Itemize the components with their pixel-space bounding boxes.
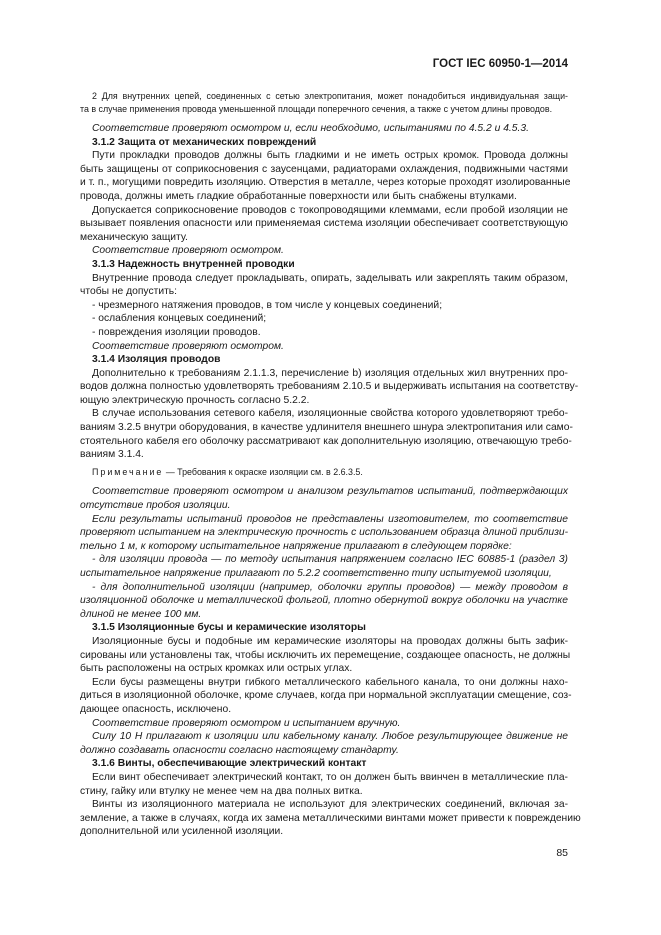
text-line: Соответствие проверяют осмотром и испытанием вручную. xyxy=(92,717,401,729)
text-line: та в случае применения провода уменьшенной площади поперечного сечения, а также с учетом длины проводов. xyxy=(80,104,553,114)
document-header: ГОСТ IEC 60950-1—2014 xyxy=(432,58,568,70)
text-line: - повреждения изоляции проводов. xyxy=(92,326,261,338)
text-line: Пути прокладки проводов должны быть гладкими и не иметь острых кромок. Провода должны xyxy=(92,150,568,162)
text-line: стоятельного кабеля его оболочку рассматривают как дополнительную изоляцию, отвечающую требо- xyxy=(80,435,572,447)
paragraph xyxy=(80,717,568,731)
text-line: Если результаты испытаний проводов не представлены изготовителем, то соответствие xyxy=(92,513,568,525)
paragraph xyxy=(80,299,568,313)
paragraph xyxy=(80,581,568,622)
text-line: сированы или установлены так, чтобы исключить их перемещение, создающее опасность, не должны xyxy=(80,649,571,661)
note-remark xyxy=(80,466,568,480)
paragraph xyxy=(80,553,568,580)
text-line: быть расположены на острых кромках или острых углах. xyxy=(80,663,353,675)
paragraph xyxy=(80,90,568,116)
text-line: ваниям 3.1.4. xyxy=(80,449,144,461)
paragraph xyxy=(80,244,568,258)
text-line: Соответствие проверяют осмотром и, если необходимо, испытаниями по 4.5.2 и 4.5.3. xyxy=(92,123,529,134)
text-line: ющую электрическую прочность согласно 5.2.2. xyxy=(80,394,310,406)
section-heading xyxy=(80,621,568,635)
paragraph xyxy=(80,312,568,326)
text-line: 3.1.4 Изоляция проводов xyxy=(92,354,221,366)
text-line: Силу 10 Н прилагают к изоляции или кабельному каналу. Любое результирующее движение не xyxy=(92,731,568,743)
section-heading xyxy=(80,258,568,272)
text-line: длиной не менее 100 мм. xyxy=(80,608,202,620)
text-line: Изоляционные бусы и подобные им керамические изоляторы на проводах должны быть зафик- xyxy=(92,635,568,647)
paragraph xyxy=(80,149,571,203)
paragraph xyxy=(80,367,579,408)
text-line: дополнительной или усиленной изоляции. xyxy=(80,826,284,838)
paragraph xyxy=(80,326,568,340)
paragraph xyxy=(80,407,573,461)
text-line: В случае использования сетевого кабеля, изоляционные свойства которого удовлетворяют требо- xyxy=(92,408,568,420)
text-line: Если винт обеспечивает электрический контакт, то он должен быть ввинчен в металлические пла- xyxy=(92,771,568,783)
text-line: изоляционной оболочке и металлической фольгой, плотно обернутой вокруг оболочки на участке xyxy=(80,595,568,607)
text-line: Винты из изоляционного материала не используют для электрических соединений, включая за- xyxy=(92,799,568,811)
text-line: чтобы не допустить: xyxy=(80,286,178,298)
text-line: 3.1.5 Изоляционные бусы и керамические изоляторы xyxy=(92,622,366,634)
text-line: провода, должны иметь гладкие обработанные поверхности или быть снабжены втулками. xyxy=(80,190,517,202)
paragraph xyxy=(80,798,581,839)
paragraph xyxy=(80,485,568,512)
section-heading xyxy=(80,136,568,150)
paragraph xyxy=(80,122,568,136)
document-body xyxy=(80,90,581,839)
text-line: - чрезмерного натяжения проводов, в том числе у концевых соединений; xyxy=(92,299,443,311)
text-line: Соответствие проверяют осмотром и анализом результатов испытаний, подтверждающих xyxy=(92,486,568,498)
paragraph xyxy=(80,635,571,676)
section-heading xyxy=(80,757,568,771)
text-line: стину, гайку или втулку не менее чем на два полных витка. xyxy=(80,785,363,797)
text-line: Допускается соприкосновение проводов с токопроводящими клеммами, если пробой изоляции не xyxy=(92,204,568,216)
paragraph xyxy=(80,771,568,798)
text-line: земление, а также в случаях, когда их замена металлическими винтами может привести к повреждению xyxy=(80,812,581,824)
text-line: 3.1.2 Защита от механических повреждений xyxy=(92,136,317,148)
paragraph xyxy=(80,204,568,245)
text-line: испытательное напряжение прилагают по 5.2.2 соответственно типу испытуемой изоляции, xyxy=(80,568,552,579)
text-line: Соответствие проверяют осмотром. xyxy=(92,245,284,257)
page-number: 85 xyxy=(556,847,568,859)
text-line: 3.1.3 Надежность внутренней проводки xyxy=(92,258,295,270)
text-line: Соответствие проверяют осмотром. xyxy=(92,340,284,352)
text-line: 3.1.6 Винты, обеспечивающие электрический контакт xyxy=(92,758,367,770)
paragraph xyxy=(80,676,572,717)
text-line: водов должна полностью удовлетворять требованиям 2.10.5 и выдерживать испытания на соответству- xyxy=(80,381,579,393)
text-line: механическую защиту. xyxy=(80,231,188,243)
remark-label: Примечание xyxy=(92,466,164,477)
text-line: Если бусы размещены внутри гибкого металлического кабельного канала, то они должны нахо- xyxy=(92,676,568,688)
text-line: 2 Для внутренних цепей, соединенных с сетью электропитания, может понадобиться индивидуальная защи- xyxy=(92,91,568,101)
text-line: проверяют испытанием на электрическую прочность с использованием образца длиной приблизи- xyxy=(80,527,569,539)
text-line: и т. п., могущими повредить изоляцию. Отверстия в металле, через которые проходят изолированные xyxy=(80,177,571,189)
paragraph xyxy=(80,730,568,757)
section-heading xyxy=(80,353,568,367)
paragraph xyxy=(80,272,568,299)
text-line: - для дополнительной изоляции (например, оболочки группы проводов) — между проводом в xyxy=(92,581,568,593)
text-line: вызывает появления опасности или применяемая система изоляции обеспечивает соответствующую xyxy=(80,218,568,230)
text-line: тельно 1 м, к которому испытательное напряжение прилагают в следующем порядке: xyxy=(80,540,512,552)
text-line: Внутренние провода следует прокладывать, опирать, заделывать или закреплять таким образом, xyxy=(92,272,568,284)
text-line: должно создавать опасности согласно настоящему стандарту. xyxy=(80,744,399,756)
paragraph xyxy=(80,340,568,354)
text-line: быть защищены от соприкосновения с заусенцами, радиаторами охлаждения, подвижными частями xyxy=(80,163,568,175)
text-line: ваниям 3.2.5 внутри оборудования, в качестве удлинителя внешнего шнура электропитания или само- xyxy=(80,422,573,434)
text-line: Дополнительно к требованиям 2.1.1.3, перечисление b) изоляция отдельных жил внутренних про- xyxy=(92,367,568,379)
text-line: дающее опасность, исключено. xyxy=(80,703,232,715)
text-line: диться в изоляционной оболочке, кроме случаев, когда при нормальной эксплуатации смещение, соз- xyxy=(80,690,572,702)
text-line: - для изоляции провода — по методу испытания напряжением согласно IEC 60885-1 (раздел 3) xyxy=(92,554,568,566)
text-line: отсутствие пробоя изоляции. xyxy=(80,500,231,512)
paragraph xyxy=(80,513,568,554)
text-line: - ослабления концевых соединений; xyxy=(92,313,267,325)
text-line: Примечание — Требования к окраске изоляции см. в 2.6.3.5. xyxy=(92,466,363,477)
